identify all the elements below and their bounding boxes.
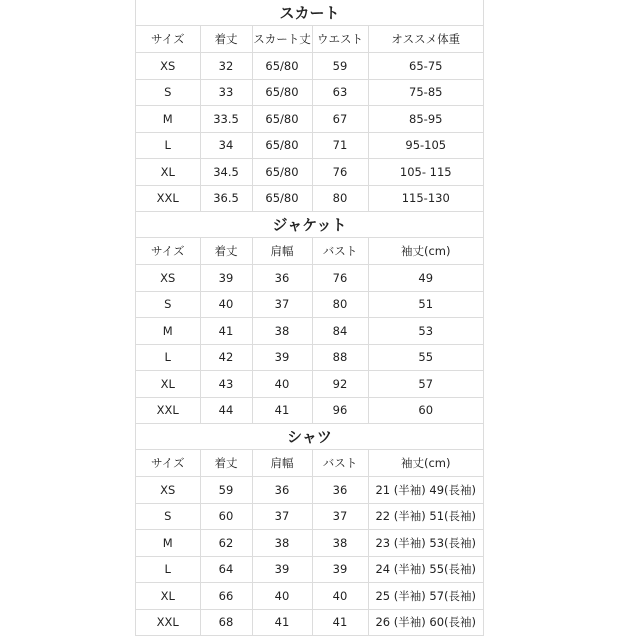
table-cell: 42 [200,344,252,371]
table-cell: 40 [252,583,312,610]
table-cell: 40 [252,371,312,398]
table-cell: 63 [312,79,368,106]
table-cell: L [136,132,200,159]
table-cell: 92 [312,371,368,398]
table-cell: 33 [200,79,252,106]
table-cell: XS [136,53,200,80]
table-cell: 41 [312,609,368,636]
table-cell: 43 [200,371,252,398]
table-row [136,132,483,159]
table-cell: 39 [252,344,312,371]
size-table [136,26,483,212]
table-cell: XL [136,371,200,398]
table-cell: 40 [200,291,252,318]
skirt-section [136,0,483,212]
table-cell: 34 [200,132,252,159]
table-cell: 65/80 [252,132,312,159]
table-row [136,79,483,106]
table-cell: 57 [368,371,483,398]
table-row [136,397,483,424]
table-header-row [136,26,483,53]
table-cell: 105- 115 [368,159,483,186]
table-cell: L [136,556,200,583]
table-cell: 80 [312,291,368,318]
table-cell: 41 [252,397,312,424]
table-row [136,291,483,318]
table-header-row [136,450,483,477]
header-cell: 肩幅 [252,238,312,265]
table-cell: 38 [312,530,368,557]
table-cell: 60 [200,503,252,530]
table-row [136,53,483,80]
size-chart [135,0,484,636]
table-cell: 71 [312,132,368,159]
header-cell: 肩幅 [252,450,312,477]
header-cell: バスト [312,238,368,265]
table-cell: 39 [252,556,312,583]
table-cell: 23 (半袖) 53(長袖) [368,530,483,557]
table-cell: 95-105 [368,132,483,159]
table-cell: 39 [200,265,252,292]
table-cell: S [136,291,200,318]
table-cell: 51 [368,291,483,318]
header-cell: バスト [312,450,368,477]
header-cell: 袖丈(cm) [368,450,483,477]
table-cell: 85-95 [368,106,483,133]
table-row [136,371,483,398]
table-cell: 41 [252,609,312,636]
table-cell: 25 (半袖) 57(長袖) [368,583,483,610]
table-cell: 88 [312,344,368,371]
table-cell: 41 [200,318,252,345]
header-cell: スカート丈 [252,26,312,53]
table-row [136,609,483,636]
table-cell: 65-75 [368,53,483,80]
table-cell: L [136,344,200,371]
table-cell: 39 [312,556,368,583]
header-cell: サイズ [136,26,200,53]
table-cell: 36 [252,265,312,292]
table-row [136,106,483,133]
header-cell: 着丈 [200,26,252,53]
table-cell: 67 [312,106,368,133]
table-cell: 36 [252,477,312,504]
table-cell: 32 [200,53,252,80]
table-cell: 44 [200,397,252,424]
table-cell: 34.5 [200,159,252,186]
table-cell: 62 [200,530,252,557]
table-cell: M [136,318,200,345]
table-cell: 96 [312,397,368,424]
table-cell: 59 [312,53,368,80]
table-cell: 53 [368,318,483,345]
table-cell: 64 [200,556,252,583]
table-cell: 38 [252,318,312,345]
table-cell: 66 [200,583,252,610]
table-cell: 60 [368,397,483,424]
header-cell: 着丈 [200,450,252,477]
table-cell: 55 [368,344,483,371]
table-cell: 36 [312,477,368,504]
table-cell: 76 [312,159,368,186]
table-cell: 24 (半袖) 55(長袖) [368,556,483,583]
table-row [136,477,483,504]
section-title: シャツ [136,424,483,450]
table-row [136,583,483,610]
table-cell: 84 [312,318,368,345]
table-cell: XL [136,159,200,186]
header-cell: オススメ体重 [368,26,483,53]
table-cell: 38 [252,530,312,557]
shirt-section [136,424,483,636]
table-cell: 65/80 [252,159,312,186]
table-cell: 65/80 [252,53,312,80]
table-cell: 21 (半袖) 49(長袖) [368,477,483,504]
header-cell: 着丈 [200,238,252,265]
table-cell: XS [136,265,200,292]
header-cell: サイズ [136,238,200,265]
jacket-section [136,212,483,424]
table-cell: 76 [312,265,368,292]
table-cell: XL [136,583,200,610]
table-row [136,530,483,557]
table-cell: 37 [252,503,312,530]
table-cell: 36.5 [200,185,252,212]
table-cell: 115-130 [368,185,483,212]
table-cell: S [136,503,200,530]
header-cell: 袖丈(cm) [368,238,483,265]
table-cell: M [136,530,200,557]
table-cell: 37 [312,503,368,530]
table-cell: 22 (半袖) 51(長袖) [368,503,483,530]
table-row [136,159,483,186]
table-cell: XXL [136,609,200,636]
table-cell: 65/80 [252,106,312,133]
table-cell: 40 [312,583,368,610]
table-cell: 37 [252,291,312,318]
table-row [136,318,483,345]
table-cell: 75-85 [368,79,483,106]
section-title: ジャケット [136,212,483,238]
table-cell: S [136,79,200,106]
table-cell: 65/80 [252,79,312,106]
table-cell: 80 [312,185,368,212]
table-header-row [136,238,483,265]
size-table [136,238,483,424]
size-table [136,450,483,636]
table-row [136,344,483,371]
table-cell: XXL [136,397,200,424]
table-cell: 59 [200,477,252,504]
table-row [136,265,483,292]
table-cell: 33.5 [200,106,252,133]
table-row [136,556,483,583]
table-cell: 26 (半袖) 60(長袖) [368,609,483,636]
table-cell: 65/80 [252,185,312,212]
table-row [136,503,483,530]
table-cell: 68 [200,609,252,636]
section-title: スカート [136,0,483,26]
table-cell: XS [136,477,200,504]
table-cell: 49 [368,265,483,292]
table-cell: M [136,106,200,133]
header-cell: ウエスト [312,26,368,53]
table-row [136,185,483,212]
header-cell: サイズ [136,450,200,477]
table-cell: XXL [136,185,200,212]
